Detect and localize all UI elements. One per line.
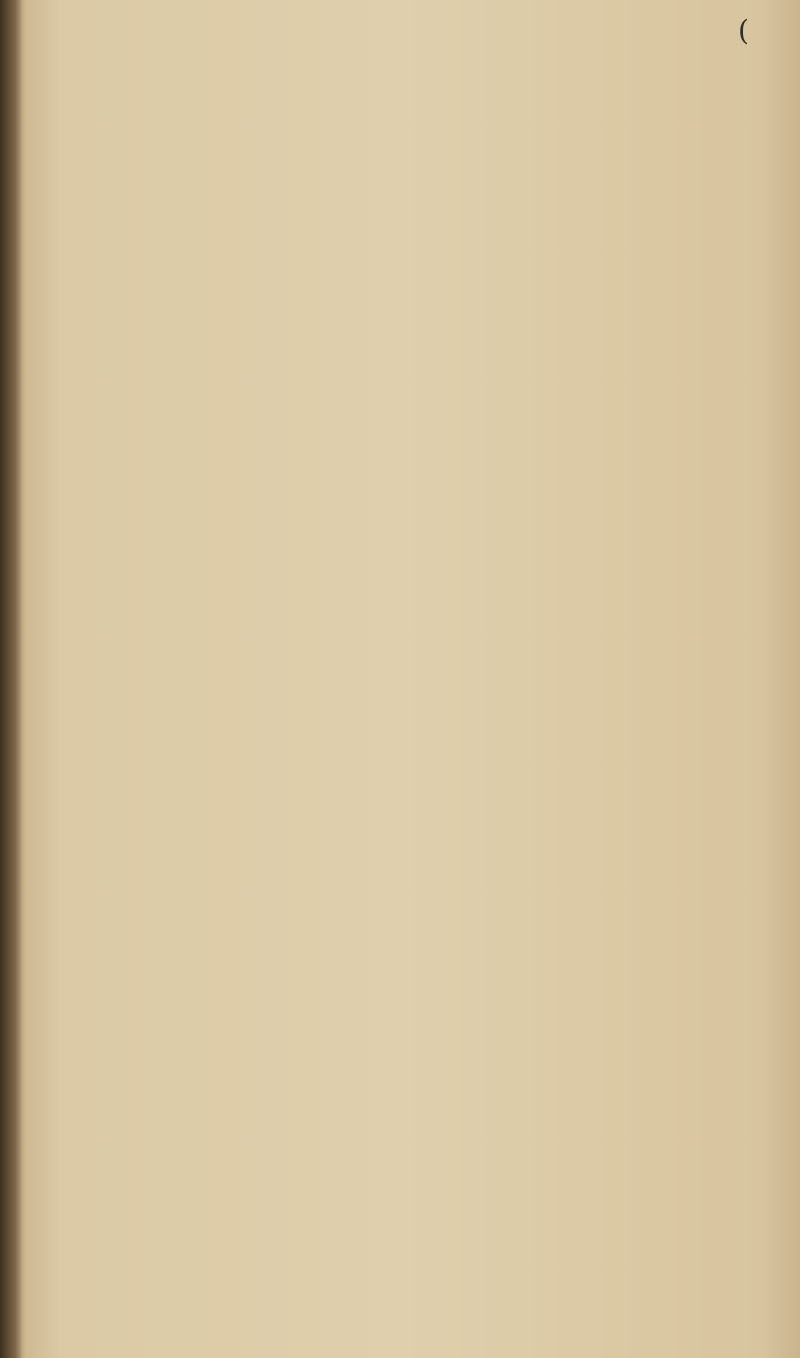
book-spine [0,0,22,1358]
running-head [36,0,781,44]
latin-aphorism-line [82,207,782,242]
latin-aphorism-line [82,172,782,207]
page-content [36,0,781,292]
margin-mark: ( [738,14,749,47]
greek-aphorism [36,86,781,152]
latin-aphorism [36,172,781,250]
latin-aphorism-text [82,172,782,242]
